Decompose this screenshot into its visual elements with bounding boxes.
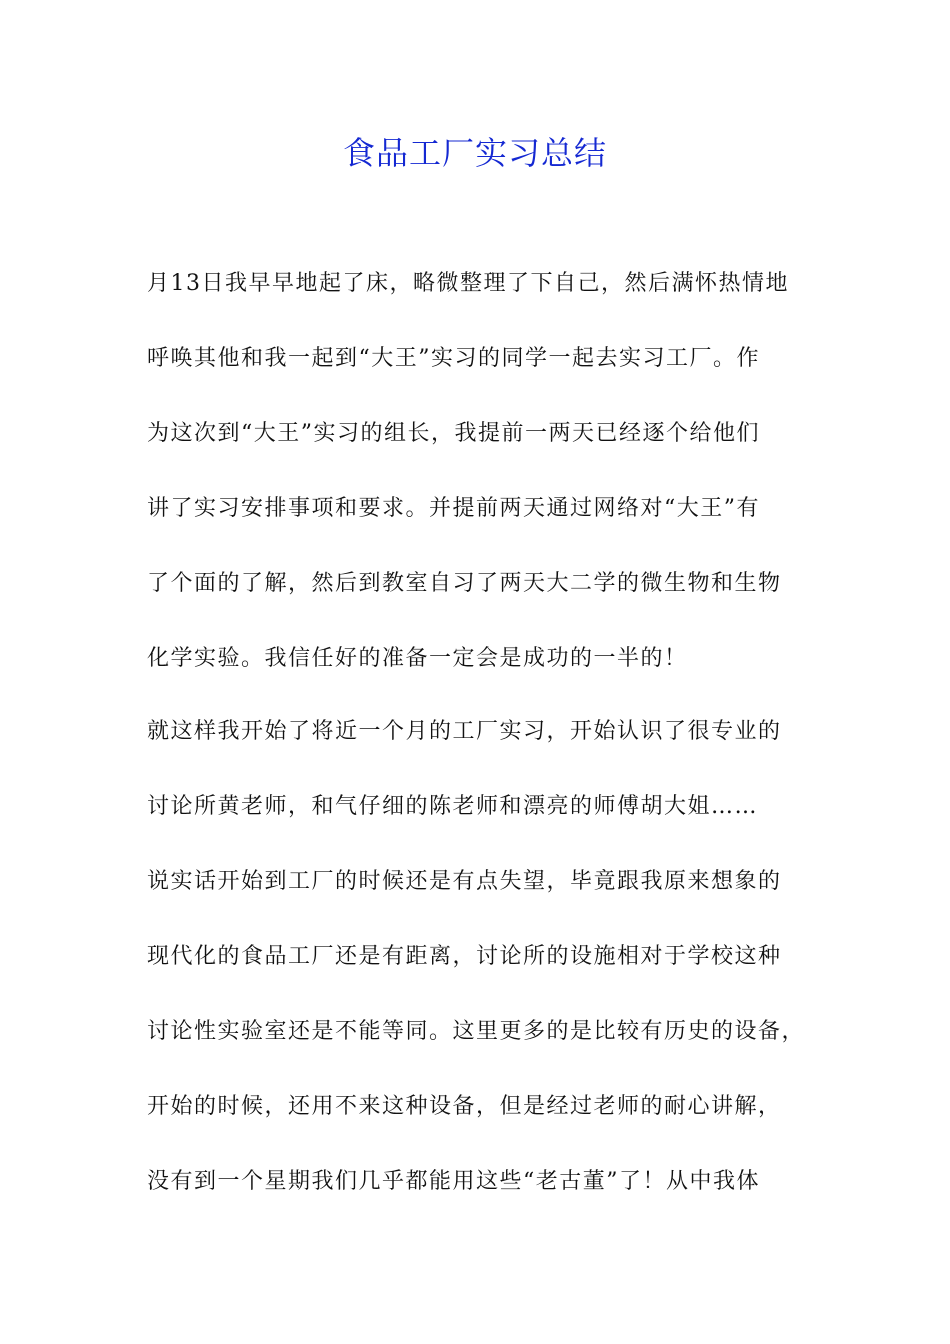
paragraph-line: 月13日我早早地起了床，略微整理了下自己，然后满怀热情地 bbox=[147, 271, 789, 296]
paragraph-line: 讨论所黄老师，和气仔细的陈老师和漂亮的师傅胡大姐…… bbox=[147, 794, 759, 819]
paragraph-line: 化学实验。我信任好的准备一定会是成功的一半的！ bbox=[147, 646, 688, 671]
paragraph-line: 为这次到“大王”实习的组长，我提前一两天已经逐个给他们 bbox=[147, 421, 760, 446]
paragraph-line: 就这样我开始了将近一个月的工厂实习，开始认识了很专业的 bbox=[147, 719, 782, 744]
document-title: 食品工厂实习总结 bbox=[342, 134, 607, 172]
paragraph-line: 呼唤其他和我一起到“大王”实习的同学一起去实习工厂。作 bbox=[147, 346, 760, 371]
paragraph-line: 讲了实习安排事项和要求。并提前两天通过网络对“大王”有 bbox=[147, 496, 760, 521]
paragraph-line: 开始的时候，还用不来这种设备，但是经过老师的耐心讲解， bbox=[147, 1094, 782, 1119]
paragraph-line: 现代化的食品工厂还是有距离，讨论所的设施相对于学校这种 bbox=[147, 944, 782, 969]
paragraph-line: 没有到一个星期我们几乎都能用这些“老古董”了！从中我体 bbox=[147, 1169, 760, 1194]
paragraph-line: 了个面的了解，然后到教室自习了两天大二学的微生物和生物 bbox=[147, 571, 782, 596]
paragraph-line: 说实话开始到工厂的时候还是有点失望，毕竟跟我原来想象的 bbox=[147, 869, 782, 894]
paragraph-line: 讨论性实验室还是不能等同。这里更多的是比较有历史的设备， bbox=[147, 1019, 806, 1044]
